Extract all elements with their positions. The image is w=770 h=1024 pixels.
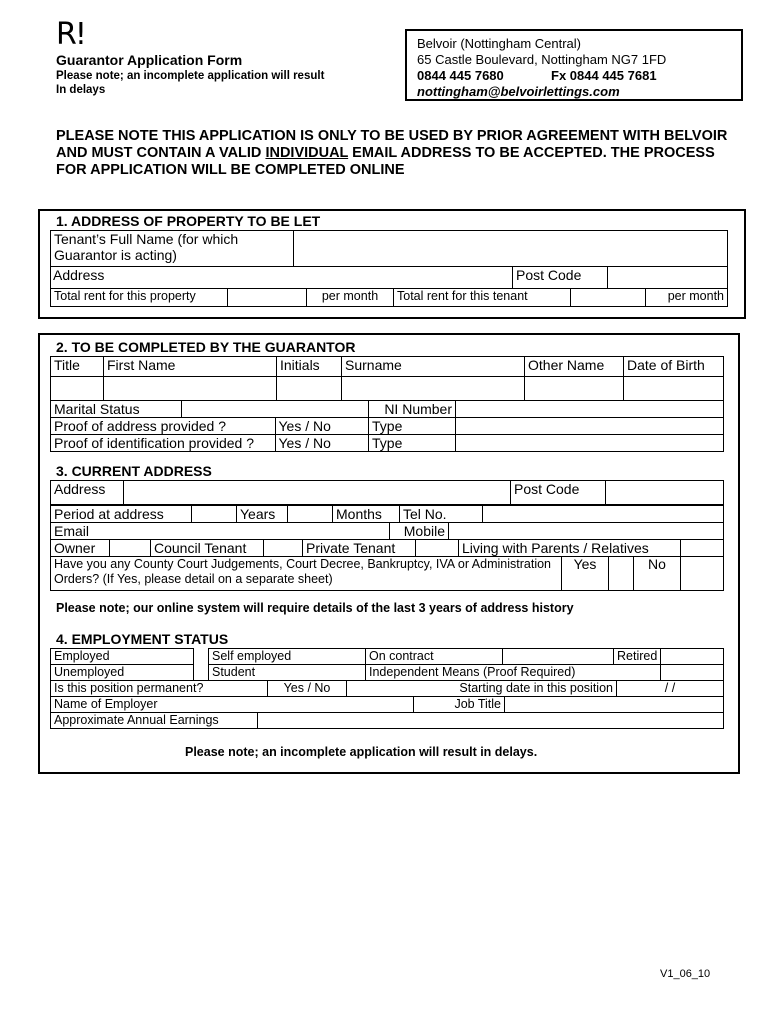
ccj-table [50, 556, 724, 591]
tenure-table [50, 539, 724, 557]
living-with-parents-label: Living with Parents / Relatives [459, 540, 681, 557]
permanent-label: Is this position permanent? [51, 681, 268, 697]
office-phone: 0844 445 7680 [417, 68, 504, 83]
ccj-question: Have you any County Court Judgements, Court Decree, Bankruptcy, IVA or Administration Orders? (If Yes, please detail on a separate sheet) [51, 557, 562, 591]
owner-label: Owner [51, 540, 110, 557]
tel-field[interactable] [483, 506, 724, 523]
student-label: Student [209, 665, 366, 681]
email-table [50, 522, 724, 540]
current-address-table [50, 480, 724, 505]
earnings-table [50, 712, 724, 729]
ccj-yes-box[interactable] [609, 557, 634, 591]
tenant-name-label: Tenant’s Full Name (for which Guarantor is acting) [51, 231, 294, 267]
section1-heading: 1. ADDRESS OF PROPERTY TO BE LET [56, 213, 321, 229]
earnings-label: Approximate Annual Earnings [51, 713, 258, 729]
years-label: Years [237, 506, 288, 523]
unemployed-label: Unemployed [51, 665, 194, 681]
per-month-label-1: per month [307, 289, 394, 307]
section2-heading: 2. TO BE COMPLETED BY THE GUARANTOR [56, 339, 356, 355]
private-tenant-label: Private Tenant [303, 540, 416, 557]
version-label: V1_06_10 [660, 968, 711, 980]
private-tenant-box[interactable] [416, 540, 459, 557]
other-name-label: Other Name [525, 357, 624, 377]
office-address: 65 Castle Boulevard, Nottingham NG7 1FD [417, 52, 667, 67]
warning-text-2: EMAIL ADDRESS TO BE ACCEPTED. THE PROCESS FOR APPLICATION WILL BE COMPLETED ONLINE [56, 145, 715, 178]
title-field[interactable] [51, 377, 104, 401]
current-post-code-label: Post Code [511, 481, 606, 505]
first-name-label: First Name [104, 357, 277, 377]
total-rent-tenant-field[interactable] [571, 289, 646, 307]
total-rent-tenant-label: Total rent for this tenant [394, 289, 571, 307]
incomplete-note-line2: In delays [56, 84, 106, 96]
total-rent-property-label: Total rent for this property [51, 289, 228, 307]
employer-label: Name of Employer [51, 697, 414, 713]
form-title: Guarantor Application Form [56, 52, 243, 68]
owner-box[interactable] [110, 540, 151, 557]
proof-id-type-field[interactable] [456, 435, 724, 452]
initials-label: Initials [277, 357, 342, 377]
ccj-no-label: No [634, 557, 681, 591]
on-contract-box[interactable] [503, 649, 614, 665]
tenant-name-field[interactable] [294, 231, 728, 267]
ni-number-field[interactable] [456, 401, 724, 418]
job-title-field[interactable] [505, 697, 724, 713]
dob-label: Date of Birth [624, 357, 724, 377]
per-month-label-2: per month [646, 289, 728, 307]
period-table [50, 505, 724, 523]
warning-text-1: PLEASE NOTE THIS APPLICATION IS ONLY TO BE USED BY PRIOR AGREEMENT WITH BELVOIR AND MUST CONTAIN A VALID [56, 128, 728, 161]
section1-rent-table [50, 288, 728, 307]
proof-id-label: Proof of identification provided ? [51, 435, 276, 452]
ni-number-label: NI Number [369, 401, 456, 418]
surname-field[interactable] [342, 377, 525, 401]
current-address-label: Address [51, 481, 124, 505]
retired-box[interactable] [661, 649, 724, 665]
current-post-code-field[interactable] [606, 481, 724, 505]
proof-id-yes-no[interactable]: Yes / No [275, 435, 369, 452]
office-fax: Fx 0844 445 7681 [551, 68, 657, 83]
office-name: Belvoir (Nottingham Central) [417, 36, 582, 51]
delays-note: Please note; an incomplete application will result in delays. [185, 745, 538, 759]
independent-means-box[interactable] [661, 665, 724, 681]
incomplete-note-line1: Please note; an incomplete application will result [56, 70, 325, 82]
address-label: Address [53, 266, 105, 283]
period-label: Period at address [51, 506, 192, 523]
post-code-label: Post Code [513, 267, 608, 289]
address-row-border [50, 266, 728, 288]
tel-label: Tel No. [400, 506, 483, 523]
years-field[interactable] [192, 506, 237, 523]
proof-id-type-label: Type [369, 435, 456, 452]
other-name-field[interactable] [525, 377, 624, 401]
independent-means-label: Independent Means (Proof Required) [366, 665, 661, 681]
employment-table [50, 648, 724, 681]
proof-address-type-label: Type [369, 418, 456, 435]
on-contract-label: On contract [366, 649, 503, 665]
mobile-label: Mobile [390, 523, 449, 540]
employed-box[interactable] [194, 649, 209, 665]
total-rent-property-field[interactable] [228, 289, 307, 307]
proof-address-yes-no[interactable]: Yes / No [275, 418, 369, 435]
dob-field[interactable] [624, 377, 724, 401]
months-label: Months [333, 506, 400, 523]
retired-label: Retired [614, 649, 661, 665]
guarantor-name-table [50, 356, 724, 401]
initials-field[interactable] [277, 377, 342, 401]
office-phones [417, 68, 741, 84]
months-field[interactable] [288, 506, 333, 523]
section1-name-table [50, 230, 728, 267]
section4-heading: 4. EMPLOYMENT STATUS [56, 631, 229, 647]
unemployed-box[interactable] [194, 665, 209, 681]
first-name-field[interactable] [104, 377, 277, 401]
office-email: nottingham@belvoirlettings.com [417, 84, 620, 99]
mobile-field[interactable] [449, 523, 724, 540]
proof-address-type-field[interactable] [456, 418, 724, 435]
warning-underlined: INDIVIDUAL [265, 145, 349, 161]
starting-date-label: Starting date in this position [347, 681, 617, 697]
office-contact-box [405, 29, 743, 101]
living-with-parents-box[interactable] [681, 540, 724, 557]
address-history-note: Please note; our online system will require details of the last 3 years of address history [56, 601, 574, 615]
employer-table [50, 696, 724, 713]
position-table [50, 680, 724, 697]
job-title-label: Job Title [414, 697, 505, 713]
marital-status-label: Marital Status [51, 401, 182, 418]
ccj-yes-label: Yes [562, 557, 609, 591]
marital-status-field[interactable] [182, 401, 369, 418]
council-tenant-box[interactable] [264, 540, 303, 557]
email-label: Email [51, 523, 390, 540]
incomplete-note [56, 69, 324, 97]
surname-label: Surname [342, 357, 525, 377]
ccj-no-box[interactable] [681, 557, 724, 591]
agreement-warning [56, 128, 736, 179]
earnings-field[interactable] [258, 713, 724, 729]
guarantor-details-table [50, 400, 724, 452]
permanent-yes-no[interactable]: Yes / No [268, 681, 347, 697]
title-label: Title [51, 357, 104, 377]
council-tenant-label: Council Tenant [151, 540, 264, 557]
self-employed-label: Self employed [209, 649, 366, 665]
current-address-field[interactable] [124, 481, 511, 505]
belvoir-logo: R! [56, 17, 85, 52]
starting-date-field[interactable]: / / [617, 681, 724, 697]
proof-address-label: Proof of address provided ? [51, 418, 276, 435]
section3-heading: 3. CURRENT ADDRESS [56, 463, 212, 479]
employed-label: Employed [51, 649, 194, 665]
